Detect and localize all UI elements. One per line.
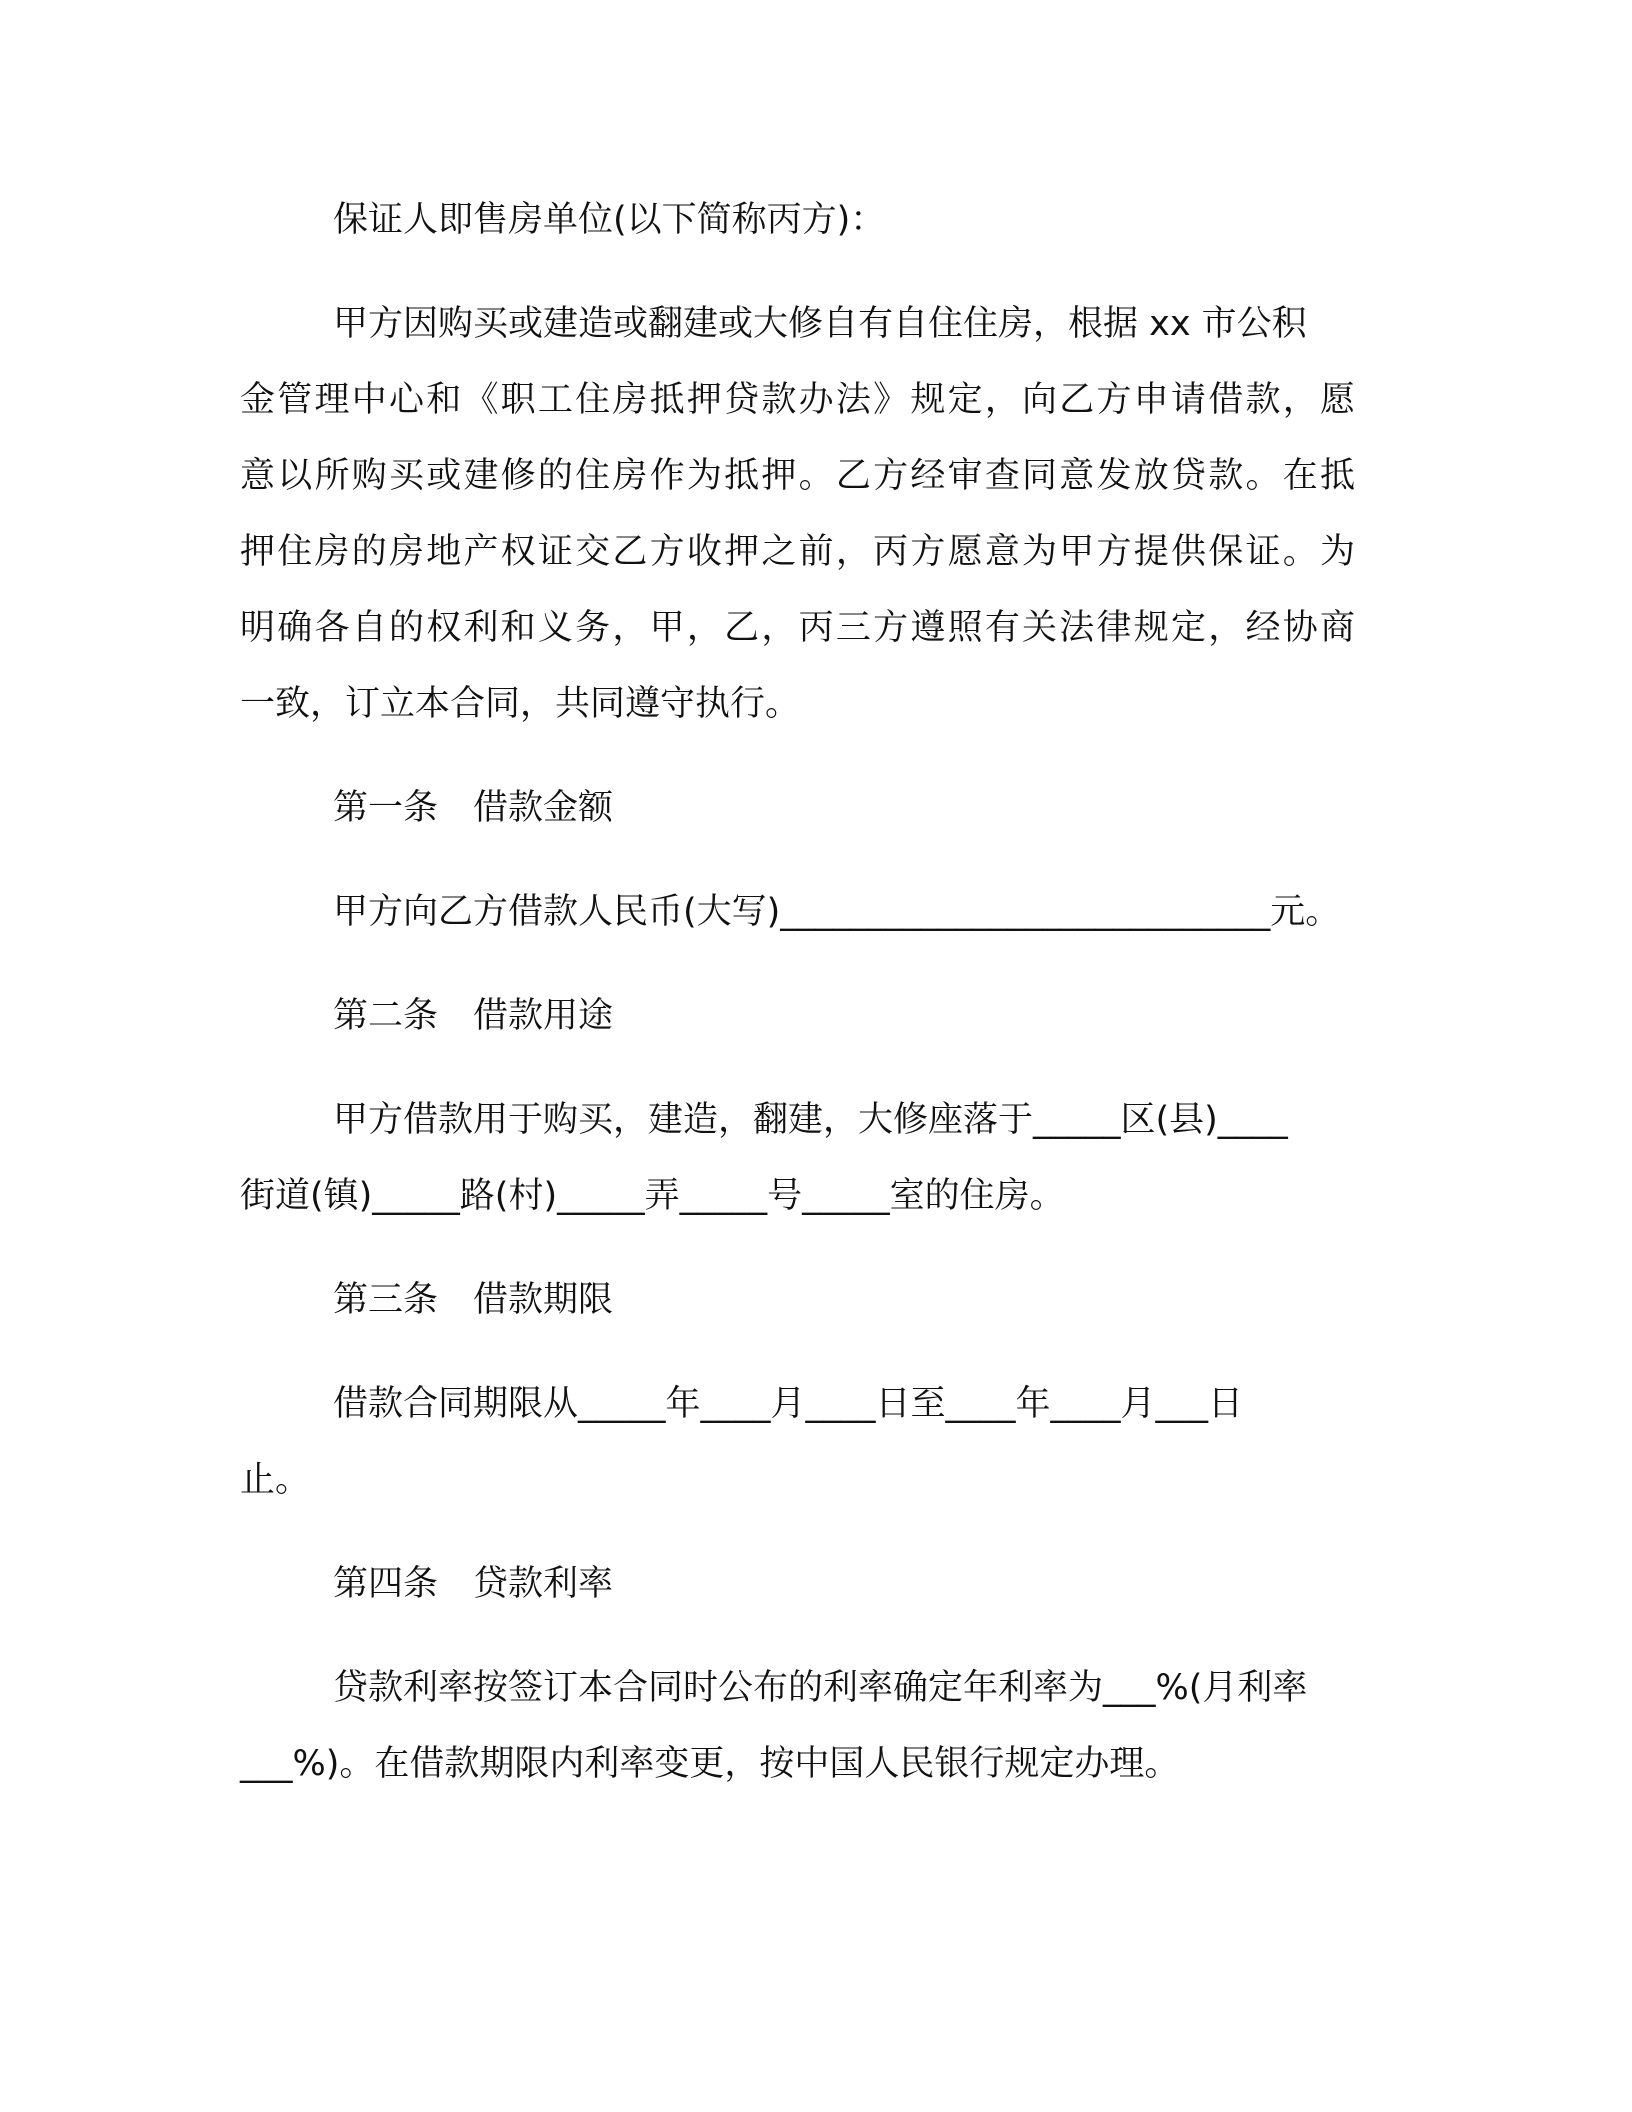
article-4-body-line-2: ___%)。在借款期限内利率变更，按中国人民银行规定办理。 <box>240 1744 1180 1784</box>
intro-paragraph-line-6: 一致，订立本合同，共同遵守执行。 <box>240 684 801 724</box>
intro-paragraph-line-4: 押住房的房地产权证交乙方收押之前，丙方愿意为甲方提供保证。为 <box>240 532 1355 572</box>
article-3-body-line-1: 借款合同期限从_____年____月____日至____年____月___日 <box>333 1384 1244 1424</box>
article-2-body-line-1: 甲方借款用于购买，建造，翻建，大修座落于_____区(县)____ <box>333 1100 1288 1140</box>
guarantor-line: 保证人即售房单位(以下简称丙方)： <box>333 200 886 240</box>
article-3-heading: 第三条 借款期限 <box>333 1280 614 1320</box>
article-2-body-line-2: 街道(镇)_____路(村)_____弄_____号_____室的住房。 <box>240 1176 1065 1216</box>
article-3-body-line-2: 止。 <box>240 1460 311 1500</box>
article-4-body-line-1: 贷款利率按签订本合同时公布的利率确定年利率为___%(月利率 <box>333 1668 1308 1708</box>
article-4-heading: 第四条 贷款利率 <box>333 1564 614 1604</box>
intro-paragraph-line-5: 明确各自的权利和义务，甲，乙，丙三方遵照有关法律规定，经协商 <box>240 608 1355 648</box>
article-2-heading: 第二条 借款用途 <box>333 996 614 1036</box>
article-1-heading: 第一条 借款金额 <box>333 788 614 828</box>
intro-paragraph-line-1: 甲方因购买或建造或翻建或大修自有自住住房，根据 xx 市公积 <box>333 304 1307 344</box>
article-1-body: 甲方向乙方借款人民币(大写)____________________________元。 <box>333 892 1341 932</box>
intro-paragraph-line-3: 意以所购买或建修的住房作为抵押。乙方经审查同意发放贷款。在抵 <box>240 456 1355 496</box>
intro-paragraph-line-2: 金管理中心和《职工住房抵押贷款办法》规定，向乙方申请借款，愿 <box>240 380 1355 420</box>
